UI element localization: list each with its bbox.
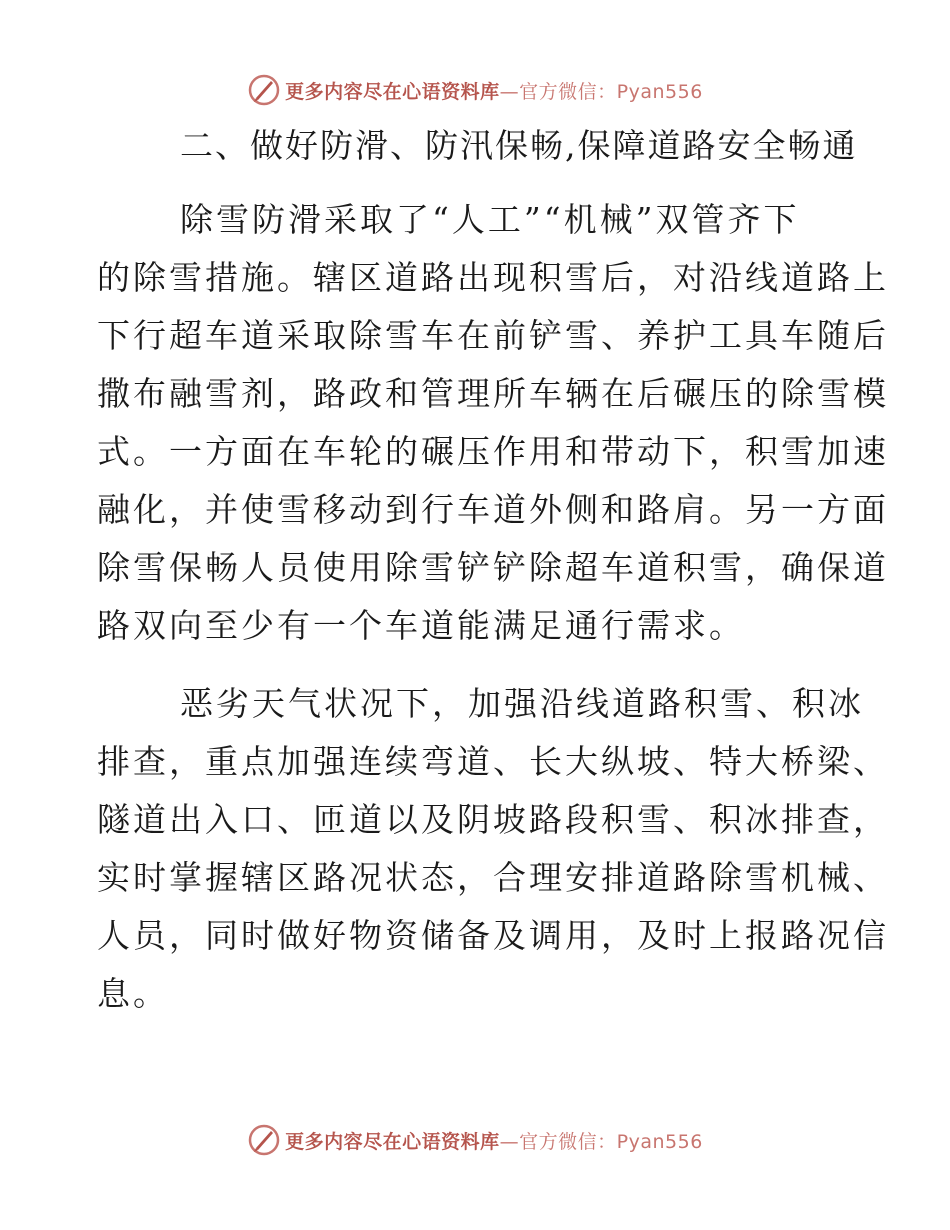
text-line: 人员，同时做好物资储备及调用，及时上报路况信 (97, 916, 889, 955)
text-line: 融化，并使雪移动到行车道外侧和路肩。另一方面 (97, 490, 889, 529)
section-heading: 二、做好防滑、防汛保畅,保障道路安全畅通 (180, 126, 858, 165)
text-line: 除雪保畅人员使用除雪铲铲除超车道积雪，确保道 (97, 548, 889, 587)
watermark-contact: —官方微信：Pyan556 (499, 80, 703, 103)
text-line: 实时掌握辖区路况状态，合理安排道路除雪机械、 (97, 858, 889, 897)
text-line: 除雪防滑采取了“人工”“机械”双管齐下 (180, 200, 800, 239)
text-line: 式。一方面在车轮的碾压作用和带动下，积雪加速 (97, 432, 889, 471)
text-line: 路双向至少有一个车道能满足通行需求。 (97, 606, 745, 645)
text-line: 排查，重点加强连续弯道、长大纵坡、特大桥梁、 (97, 742, 889, 781)
header-watermark (0, 70, 950, 110)
watermark-text (285, 77, 703, 104)
quill-logo-icon (247, 73, 281, 107)
watermark-brand: 更多内容尽在心语资料库 (285, 80, 500, 103)
watermark-text (285, 1127, 703, 1154)
text-line: 隧道出入口、匝道以及阴坡路段积雪、积冰排查， (97, 800, 889, 839)
footer-watermark (0, 1120, 950, 1160)
watermark-contact: —官方微信：Pyan556 (499, 1130, 703, 1153)
quill-logo-icon (247, 1123, 281, 1157)
text-line: 下行超车道采取除雪车在前铲雪、养护工具车随后 (97, 316, 889, 355)
text-line: 的除雪措施。辖区道路出现积雪后，对沿线道路上 (97, 258, 889, 297)
text-line: 撒布融雪剂，路政和管理所车辆在后碾压的除雪模 (97, 374, 889, 413)
text-line: 息。 (97, 974, 169, 1013)
watermark-brand: 更多内容尽在心语资料库 (285, 1130, 500, 1153)
text-line: 恶劣天气状况下，加强沿线道路积雪、积冰 (180, 684, 864, 723)
